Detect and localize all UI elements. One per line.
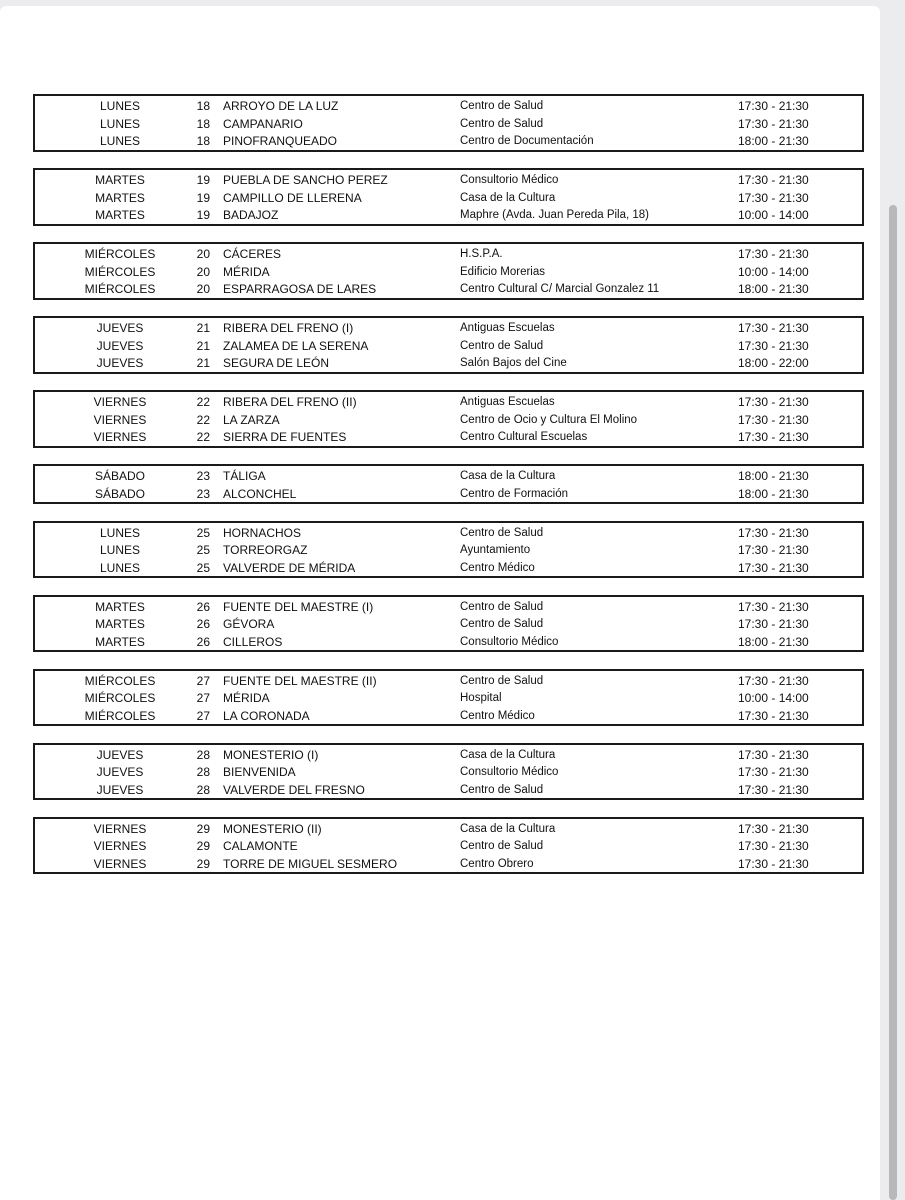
time-cell: 17:30 - 21:30 <box>738 839 809 853</box>
table-row <box>35 820 862 838</box>
table-row <box>35 411 862 429</box>
date-cell: 26 <box>196 634 210 649</box>
date-cell: 19 <box>196 208 210 222</box>
venue-cell: Consultorio Médico <box>460 635 559 648</box>
day-cell: LUNES <box>99 543 140 557</box>
day-cell: JUEVES <box>96 338 144 353</box>
time-cell: 17:30 - 21:30 <box>738 708 809 723</box>
town-cell: CAMPANARIO <box>223 116 303 131</box>
venue-cell: Antiguas Escuelas <box>460 396 555 408</box>
venue-cell: Centro de Salud <box>460 117 544 130</box>
day-cell: JUEVES <box>96 782 144 797</box>
date-cell: 22 <box>196 412 210 427</box>
time-cell: 18:00 - 21:30 <box>738 486 809 501</box>
venue-cell: Casa de la Cultura <box>460 191 556 204</box>
schedule-group <box>33 817 864 875</box>
day-cell: MIÉRCOLES <box>84 247 156 261</box>
schedule-group <box>33 168 864 226</box>
day-cell: MARTES <box>95 173 145 187</box>
date-cell: 22 <box>196 430 210 444</box>
date-cell: 26 <box>196 617 210 631</box>
venue-cell: Casa de la Cultura <box>460 748 556 761</box>
date-cell: 28 <box>196 765 210 779</box>
date-cell: 28 <box>196 747 210 762</box>
venue-cell: Centro de Salud <box>460 618 544 630</box>
time-cell: 17:30 - 21:30 <box>738 412 809 427</box>
date-cell: 25 <box>196 543 210 557</box>
day-cell: VIERNES <box>93 856 147 871</box>
town-cell: SEGURA DE LEÓN <box>223 356 330 370</box>
venue-cell: Centro de Salud <box>460 840 544 852</box>
day-cell: VIERNES <box>93 821 147 836</box>
table-row <box>35 485 862 503</box>
town-cell: LA CORONADA <box>223 708 310 723</box>
town-cell: VALVERDE DE MÉRIDA <box>223 560 356 575</box>
venue-cell: Centro Médico <box>460 709 535 722</box>
venue-cell: Ayuntamiento <box>460 544 531 556</box>
time-cell: 18:00 - 21:30 <box>738 134 809 148</box>
venue-cell: Centro Obrero <box>460 857 534 870</box>
table-row <box>35 837 862 855</box>
time-cell: 17:30 - 21:30 <box>738 247 809 261</box>
date-cell: 21 <box>196 338 210 353</box>
table-row <box>35 115 862 133</box>
day-cell: MARTES <box>95 208 145 222</box>
town-cell: LA ZARZA <box>223 412 280 427</box>
schedule-group <box>33 743 864 801</box>
table-row <box>35 781 862 799</box>
town-cell: BIENVENIDA <box>223 765 296 779</box>
time-cell: 18:00 - 21:30 <box>738 469 809 483</box>
venue-cell: H.S.P.A. <box>460 248 503 260</box>
time-cell: 17:30 - 21:30 <box>738 190 809 205</box>
table-row <box>35 280 862 298</box>
time-cell: 17:30 - 21:30 <box>738 856 809 871</box>
day-cell: SÁBADO <box>94 469 145 483</box>
time-cell: 17:30 - 21:30 <box>738 599 809 614</box>
time-cell: 17:30 - 21:30 <box>738 525 809 540</box>
town-cell: RIBERA DEL FRENO (I) <box>223 321 354 335</box>
table-row <box>35 559 862 577</box>
day-cell: LUNES <box>99 99 140 113</box>
table-row <box>35 598 862 616</box>
town-cell: TORRE DE MIGUEL SESMERO <box>223 856 398 871</box>
schedule-group <box>33 669 864 727</box>
town-cell: BADAJOZ <box>223 208 279 222</box>
schedule-group <box>33 316 864 374</box>
time-cell: 17:30 - 21:30 <box>738 116 809 131</box>
town-cell: GÉVORA <box>223 617 275 631</box>
date-cell: 20 <box>196 264 210 279</box>
date-cell: 26 <box>196 599 210 614</box>
venue-cell: Maphre (Avda. Juan Pereda Pila, 18) <box>460 209 650 221</box>
table-row <box>35 393 862 411</box>
time-cell: 17:30 - 21:30 <box>738 321 809 335</box>
table-row <box>35 132 862 150</box>
venue-cell: Centro de Ocio y Cultura El Molino <box>460 413 638 426</box>
table-row <box>35 855 862 873</box>
town-cell: MONESTERIO (I) <box>223 747 319 762</box>
date-cell: 18 <box>196 134 210 148</box>
schedule-group <box>33 595 864 653</box>
schedule-group <box>33 464 864 504</box>
day-cell: MIÉRCOLES <box>84 264 156 279</box>
town-cell: CALAMONTE <box>223 839 298 853</box>
time-cell: 17:30 - 21:30 <box>738 99 809 113</box>
town-cell: CAMPILLO DE LLERENA <box>223 190 362 205</box>
date-cell: 23 <box>196 469 210 483</box>
schedule-table <box>33 94 864 891</box>
table-row <box>35 763 862 781</box>
time-cell: 17:30 - 21:30 <box>738 821 809 836</box>
day-cell: VIERNES <box>93 430 147 444</box>
town-cell: TORREORGAZ <box>223 543 308 557</box>
table-row <box>35 672 862 690</box>
table-row <box>35 319 862 337</box>
date-cell: 21 <box>196 356 210 370</box>
venue-cell: Consultorio Médico <box>460 174 559 186</box>
date-cell: 28 <box>196 782 210 797</box>
day-cell: VIERNES <box>93 395 147 409</box>
town-cell: FUENTE DEL MAESTRE (II) <box>223 673 377 688</box>
day-cell: MARTES <box>95 634 145 649</box>
town-cell: ARROYO DE LA LUZ <box>223 99 339 113</box>
table-row <box>35 97 862 115</box>
day-cell: JUEVES <box>96 765 144 779</box>
table-row <box>35 633 862 651</box>
venue-cell: Centro de Formación <box>460 487 569 500</box>
table-row <box>35 189 862 207</box>
day-cell: JUEVES <box>96 747 144 762</box>
time-cell: 17:30 - 21:30 <box>738 560 809 575</box>
town-cell: MONESTERIO (II) <box>223 821 322 836</box>
day-cell: MIÉRCOLES <box>84 708 156 723</box>
day-cell: MIÉRCOLES <box>84 673 156 688</box>
date-cell: 18 <box>196 99 210 113</box>
date-cell: 25 <box>196 525 210 540</box>
venue-cell: Centro Cultural C/ Marcial Gonzalez 11 <box>460 283 660 295</box>
day-cell: LUNES <box>99 134 140 148</box>
venue-cell: Casa de la Cultura <box>460 822 556 835</box>
day-cell: MIÉRCOLES <box>84 691 156 705</box>
date-cell: 21 <box>196 321 210 335</box>
day-cell: LUNES <box>99 525 140 540</box>
venue-cell: Centro de Salud <box>460 526 544 539</box>
time-cell: 10:00 - 14:00 <box>738 208 809 222</box>
day-cell: SÁBADO <box>94 486 145 501</box>
table-row <box>35 171 862 189</box>
venue-cell: Centro de Salud <box>460 100 544 112</box>
table-row <box>35 746 862 764</box>
town-cell: VALVERDE DEL FRESNO <box>223 782 365 797</box>
date-cell: 19 <box>196 173 210 187</box>
venue-cell: Consultorio Médico <box>460 766 559 778</box>
town-cell: MÉRIDA <box>223 691 270 705</box>
town-cell: ZALAMEA DE LA SERENA <box>223 338 369 353</box>
day-cell: MARTES <box>95 599 145 614</box>
town-cell: PINOFRANQUEADO <box>223 134 338 148</box>
time-cell: 17:30 - 21:30 <box>738 543 809 557</box>
venue-cell: Centro de Salud <box>460 339 544 352</box>
day-cell: LUNES <box>99 560 140 575</box>
venue-cell: Casa de la Cultura <box>460 470 556 482</box>
time-cell: 10:00 - 14:00 <box>738 691 809 705</box>
time-cell: 18:00 - 21:30 <box>738 634 809 649</box>
venue-cell: Centro de Salud <box>460 674 544 687</box>
date-cell: 18 <box>196 116 210 131</box>
table-row <box>35 524 862 542</box>
table-row <box>35 354 862 372</box>
table-row <box>35 245 862 263</box>
date-cell: 22 <box>196 395 210 409</box>
venue-cell: Centro de Salud <box>460 600 544 613</box>
date-cell: 29 <box>196 839 210 853</box>
date-cell: 27 <box>196 691 210 705</box>
time-cell: 18:00 - 22:00 <box>738 356 809 370</box>
town-cell: ESPARRAGOSA DE LARES <box>223 282 377 296</box>
document-page <box>0 6 880 1200</box>
day-cell: VIERNES <box>93 839 147 853</box>
table-row <box>35 337 862 355</box>
date-cell: 19 <box>196 190 210 205</box>
table-row <box>35 206 862 224</box>
town-cell: TÁLIGA <box>223 469 266 483</box>
time-cell: 17:30 - 21:30 <box>738 338 809 353</box>
town-cell: SIERRA DE FUENTES <box>223 430 347 444</box>
date-cell: 27 <box>196 673 210 688</box>
time-cell: 17:30 - 21:30 <box>738 395 809 409</box>
table-row <box>35 263 862 281</box>
venue-cell: Edificio Morerias <box>460 265 545 278</box>
date-cell: 29 <box>196 856 210 871</box>
schedule-group <box>33 242 864 300</box>
time-cell: 17:30 - 21:30 <box>738 173 809 187</box>
venue-cell: Centro Cultural Escuelas <box>460 431 588 443</box>
town-cell: HORNACHOS <box>223 525 302 540</box>
venue-cell: Antiguas Escuelas <box>460 322 555 334</box>
town-cell: CILLEROS <box>223 634 283 649</box>
town-cell: ALCONCHEL <box>223 486 297 501</box>
town-cell: MÉRIDA <box>223 264 270 279</box>
venue-cell: Centro de Documentación <box>460 135 594 147</box>
schedule-group <box>33 94 864 152</box>
day-cell: MARTES <box>95 617 145 631</box>
time-cell: 17:30 - 21:30 <box>738 765 809 779</box>
table-row <box>35 541 862 559</box>
venue-cell: Centro Médico <box>460 561 535 574</box>
day-cell: VIERNES <box>93 412 147 427</box>
scrollbar-thumb[interactable] <box>889 205 897 1200</box>
table-row <box>35 689 862 707</box>
date-cell: 23 <box>196 486 210 501</box>
date-cell: 29 <box>196 821 210 836</box>
schedule-group <box>33 390 864 448</box>
table-row <box>35 428 862 446</box>
table-row <box>35 707 862 725</box>
day-cell: JUEVES <box>96 356 144 370</box>
time-cell: 17:30 - 21:30 <box>738 617 809 631</box>
town-cell: PUEBLA DE SANCHO PEREZ <box>223 173 388 187</box>
date-cell: 20 <box>196 247 210 261</box>
date-cell: 25 <box>196 560 210 575</box>
time-cell: 17:30 - 21:30 <box>738 430 809 444</box>
time-cell: 18:00 - 21:30 <box>738 282 809 296</box>
day-cell: LUNES <box>99 116 140 131</box>
venue-cell: Hospital <box>460 692 502 704</box>
town-cell: FUENTE DEL MAESTRE (I) <box>223 599 374 614</box>
venue-cell: Salón Bajos del Cine <box>460 357 567 369</box>
town-cell: RIBERA DEL FRENO (II) <box>223 395 357 409</box>
town-cell: CÁCERES <box>223 247 282 261</box>
date-cell: 27 <box>196 708 210 723</box>
date-cell: 20 <box>196 282 210 296</box>
day-cell: MIÉRCOLES <box>84 282 156 296</box>
venue-cell: Centro de Salud <box>460 783 544 796</box>
time-cell: 17:30 - 21:30 <box>738 747 809 762</box>
table-row <box>35 467 862 485</box>
day-cell: JUEVES <box>96 321 144 335</box>
time-cell: 17:30 - 21:30 <box>738 782 809 797</box>
table-row <box>35 615 862 633</box>
day-cell: MARTES <box>95 190 145 205</box>
time-cell: 17:30 - 21:30 <box>738 673 809 688</box>
time-cell: 10:00 - 14:00 <box>738 264 809 279</box>
schedule-group <box>33 521 864 579</box>
